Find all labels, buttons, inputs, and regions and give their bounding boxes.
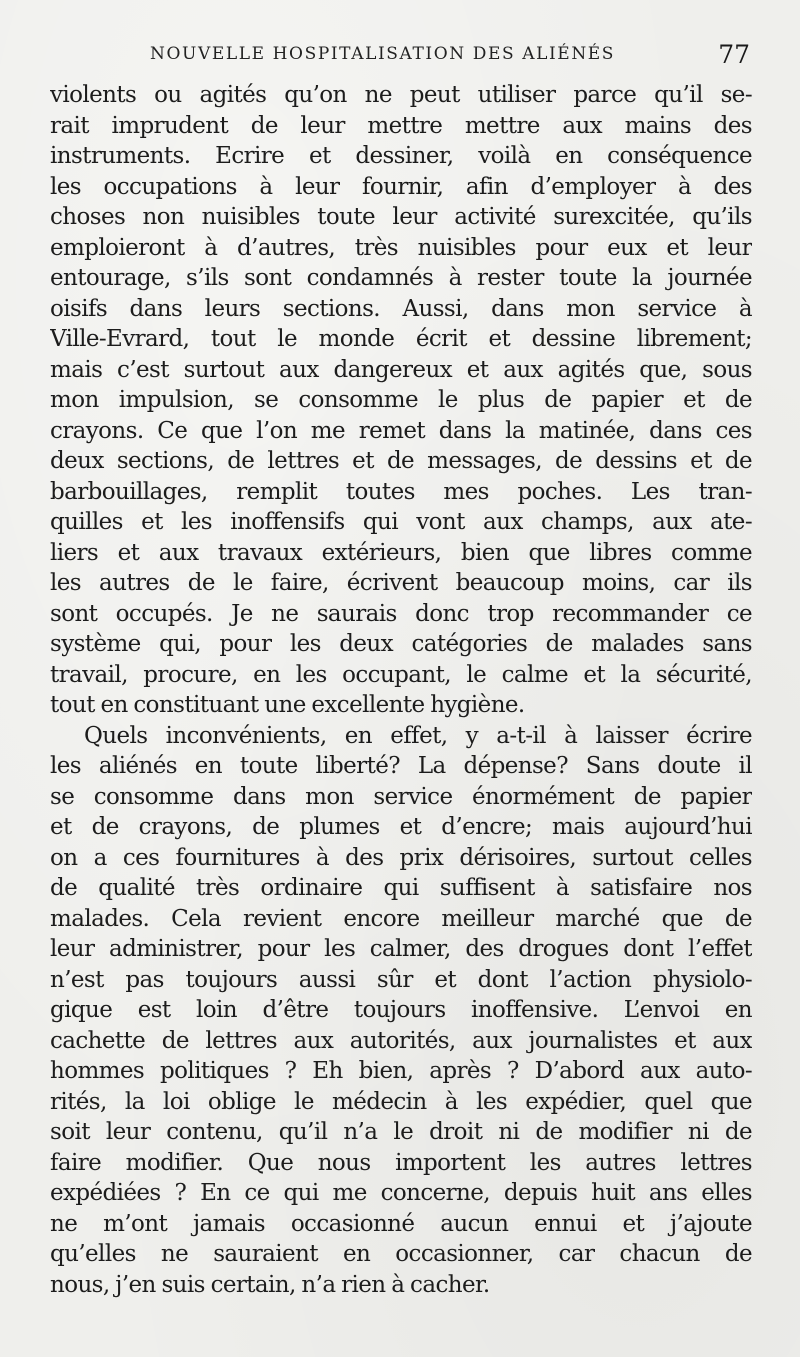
paragraph-end-line: tout en constituant une excellente hygiène. — [50, 692, 525, 718]
text-line: instruments. Ecrire et dessiner, voilà en conséquence — [50, 143, 752, 169]
text-line: Ville-Evrard, tout le monde écrit et dessine librement; — [50, 326, 752, 352]
paragraph-first-line: Quels inconvénients, en effet, y a-t-il à laisser écrire — [84, 722, 752, 749]
text-line: on a ces fournitures à des prix dérisoires, surtout celles — [50, 844, 752, 871]
text-line: rait imprudent de leur mettre mettre aux mains des — [50, 112, 752, 139]
text-line: malades. Cela revient encore meilleur marché que de — [50, 905, 752, 932]
text-line: qu’elles ne sauraient en occasionner, car chacun de — [50, 1241, 752, 1267]
text-line: rités, la loi oblige le médecin à les expédier, quel que — [50, 1088, 752, 1115]
text-line: cachette de lettres aux autorités, aux journalistes et aux — [50, 1027, 752, 1054]
text-line: les aliénés en toute liberté? La dépense? Sans doute il — [50, 753, 752, 779]
text-line: faire modifier. Que nous importent les autres lettres — [50, 1149, 752, 1176]
running-head — [150, 40, 750, 72]
text-line: sont occupés. Je ne saurais donc trop recommander ce — [50, 600, 752, 627]
text-line: travail, procure, en les occupant, le calme et la sécurité, — [50, 661, 752, 688]
text-line: crayons. Ce que l’on me remet dans la matinée, dans ces — [50, 417, 752, 444]
running-title: NOUVELLE HOSPITALISATION DES ALIÉNÉS — [150, 44, 616, 64]
text-line: hommes politiques ? Eh bien, après ? D’abord aux auto- — [50, 1058, 752, 1084]
text-line: emploieront à d’autres, très nuisibles pour eux et leur — [50, 234, 752, 261]
text-line: les occupations à leur fournir, afin d’employer à des — [50, 173, 752, 200]
text-line: quilles et les inoffensifs qui vont aux champs, aux ate- — [50, 509, 752, 535]
text-line: de qualité très ordinaire qui suffisent à satisfaire nos — [50, 875, 752, 901]
text-line: gique est loin d’être toujours inoffensive. L’envoi en — [50, 997, 752, 1023]
text-line: se consomme dans mon service énormément de papier — [50, 783, 752, 810]
text-line: soit leur contenu, qu’il n’a le droit ni de modifier ni de — [50, 1119, 752, 1145]
text-line: les autres de le faire, écrivent beaucoup moins, car ils — [50, 570, 752, 596]
text-line: mon impulsion, se consomme le plus de papier et de — [50, 387, 752, 413]
text-line: système qui, pour les deux catégories de malades sans — [50, 631, 752, 657]
text-line: entourage, s’ils sont condamnés à rester toute la journée — [50, 265, 752, 291]
text-line: mais c’est surtout aux dangereux et aux agités que, sous — [50, 356, 752, 383]
body-text — [50, 80, 752, 1300]
text-line: oisifs dans leurs sections. Aussi, dans mon service à — [50, 295, 752, 322]
paragraph-end-line: nous, j’en suis certain, n’a rien à cacher. — [50, 1271, 490, 1298]
text-line: n’est pas toujours aussi sûr et dont l’action physiolo- — [50, 966, 752, 993]
text-line: violents ou agités qu’on ne peut utiliser parce qu’il se- — [50, 82, 752, 108]
text-line: ne m’ont jamais occasionné aucun ennui et j’ajoute — [50, 1210, 752, 1237]
text-line: choses non nuisibles toute leur activité surexcitée, qu’ils — [50, 204, 752, 230]
text-line: barbouillages, remplit toutes mes poches. Les tran- — [50, 478, 752, 505]
text-line: leur administrer, pour les calmer, des drogues dont l’effet — [50, 936, 752, 962]
text-line: liers et aux travaux extérieurs, bien que libres comme — [50, 539, 752, 566]
text-line: expédiées ? En ce qui me concerne, depuis huit ans elles — [50, 1180, 752, 1206]
page-number: 77 — [718, 40, 750, 69]
text-line: deux sections, de lettres et de messages, de dessins et de — [50, 448, 752, 474]
text-line: et de crayons, de plumes et d’encre; mais aujourd’hui — [50, 814, 752, 840]
